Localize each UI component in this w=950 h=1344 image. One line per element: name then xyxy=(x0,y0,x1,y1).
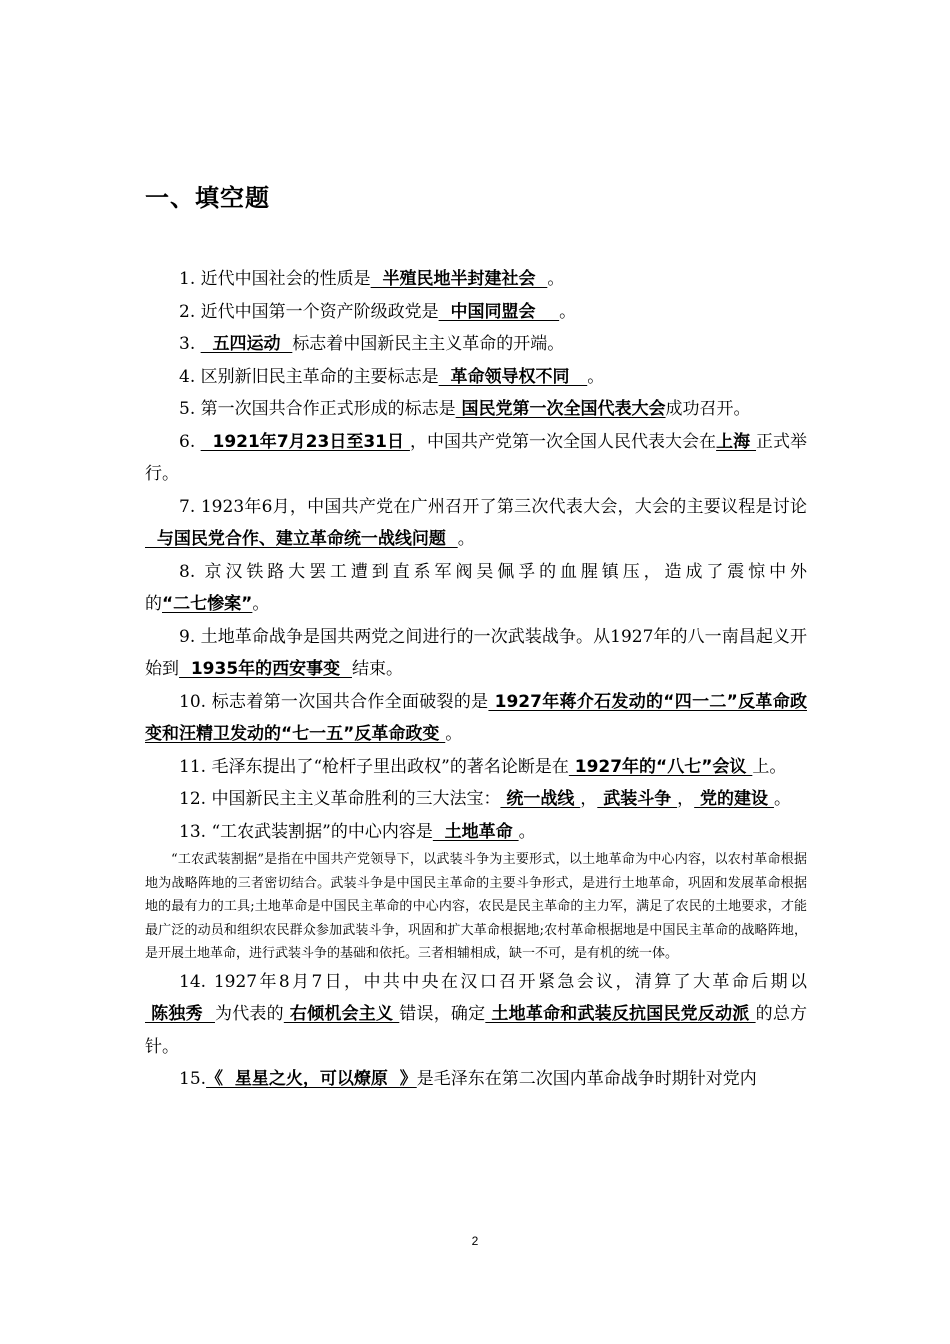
answer-blank: 统一战线 xyxy=(500,789,581,809)
question-11: 11. 毛泽东提出了“枪杆子里出政权”的著名论断是在 1927年的“八七”会议 上。 xyxy=(179,756,787,777)
question-12: 12. 中国新民主主义革命胜利的三大法宝： 统一战线 ， 武装斗争 ， 党的建设 。 xyxy=(179,789,791,809)
answer-blank: 武装斗争 xyxy=(597,789,678,809)
answer-blank: 国民党第一次全国代表大会 xyxy=(455,399,666,419)
answer-blank: 半殖民地半封建社会 xyxy=(370,269,548,289)
question-3: 3. 五四运动 标志着中国新民主主义革命的开端。 xyxy=(179,334,565,354)
answer-blank: 土地革命和武装反抗国民党反动派 xyxy=(485,1004,756,1024)
question-4: 4. 区别新旧民主革命的主要标志是 革命领导权不同 。 xyxy=(179,366,605,387)
question-8: 8. 京汉铁路大罢工遭到直系军阀吴佩孚的血腥镇压，造成了震惊中外的“二七惨案”。 xyxy=(145,561,807,614)
answer-blank: 1927年蒋介石发动的“四一二”反革命政变和汪精卫发动的“七一五”反革命政变 xyxy=(145,691,807,744)
section-title: 一、填空题 xyxy=(145,184,270,212)
question-6: 6. 1921年7月23日至31日 ，中国共产党第一次全国人民代表大会在上海 正式举行。 xyxy=(145,431,808,484)
question-5: 5. 第一次国共合作正式形成的标志是 国民党第一次全国代表大会成功召开。 xyxy=(179,399,751,419)
answer-blank: 1927年的“八七”会议 xyxy=(568,756,753,777)
question-1: 1. 近代中国社会的性质是 半殖民地半封建社会 。 xyxy=(179,269,565,289)
answer-blank: 上海 xyxy=(716,431,757,452)
answer-blank: 革命领导权不同 xyxy=(438,366,588,387)
answer-blank: “二七惨案” xyxy=(162,594,253,614)
answer-blank: 右倾机会主义 xyxy=(283,1004,400,1024)
question-2: 2. 近代中国第一个资产阶级政党是 中国同盟会 。 xyxy=(179,301,577,322)
answer-blank: 党的建设 xyxy=(694,789,774,809)
answer-blank: 《 星星之火，可以燎原 》 xyxy=(206,1069,417,1089)
page-number: 2 xyxy=(471,1234,479,1248)
answer-blank: 中国同盟会 xyxy=(438,301,560,322)
question-7: 7. 1923年6月，中国共产党在广州召开了第三次代表大会，大会的主要议程是讨论 与国民党合作、建立革命统一战线问题 。 xyxy=(145,496,807,549)
answer-blank: 1935年的西安事变 xyxy=(179,659,352,679)
question-13: 13. “工农武装割据”的中心内容是 土地革命 。 xyxy=(179,821,536,842)
explanatory-note: “工农武装割据”是指在中国共产党领导下，以武装斗争为主要形式，以土地革命为中心内容，以农村革命根据地为战略阵地的三者密切结合。武装斗争是中国民主革命的主要斗争形式，是进行土地革命，巩固和发展革命根据地的最有力的工具;土地革命是中国民主革命的中心内容，农民是民主革命的主力军，满足了农民的土地要求，才能最广泛的动员和组织农民群众参加武装斗争，巩固和扩大革命根据地;农村革命根据地是中国民主革命的战略阵地，是开展土地革命，进行武装斗争的基础和依托。三者相辅相成，缺一不可，是有机的统一体。 xyxy=(145,852,807,961)
question-9: 9. 土地革命战争是国共两党之间进行的一次武装战争。从1927年的八一南昌起义开始到 1935年的西安事变 结束。 xyxy=(145,626,807,679)
question-10: 10. 标志着第一次国共合作全面破裂的是 1927年蒋介石发动的“四一二”反革命政变和汪精卫发动的“七一五”反革命政变 。 xyxy=(145,691,807,744)
answer-blank: 1921年7月23日至31日 xyxy=(200,431,410,452)
question-list xyxy=(145,263,807,1096)
answer-blank: 陈独秀 xyxy=(145,1004,215,1024)
answer-blank: 土地革命 xyxy=(432,821,519,842)
answer-blank: 与国民党合作、建立革命统一战线问题 xyxy=(145,529,458,549)
question-14: 14. 1927年8月7日，中共中央在汉口召开紧急会议，清算了大革命后期以 陈独秀 为代表的 右倾机会主义 错误，确定 土地革命和武装反抗国民党反动派 的总方针。 xyxy=(145,971,808,1057)
question-15: 15.《 星星之火，可以燎原 》是毛泽东在第二次国内革命战争时期针对党内 xyxy=(179,1069,757,1089)
answer-blank: 五四运动 xyxy=(200,334,293,354)
